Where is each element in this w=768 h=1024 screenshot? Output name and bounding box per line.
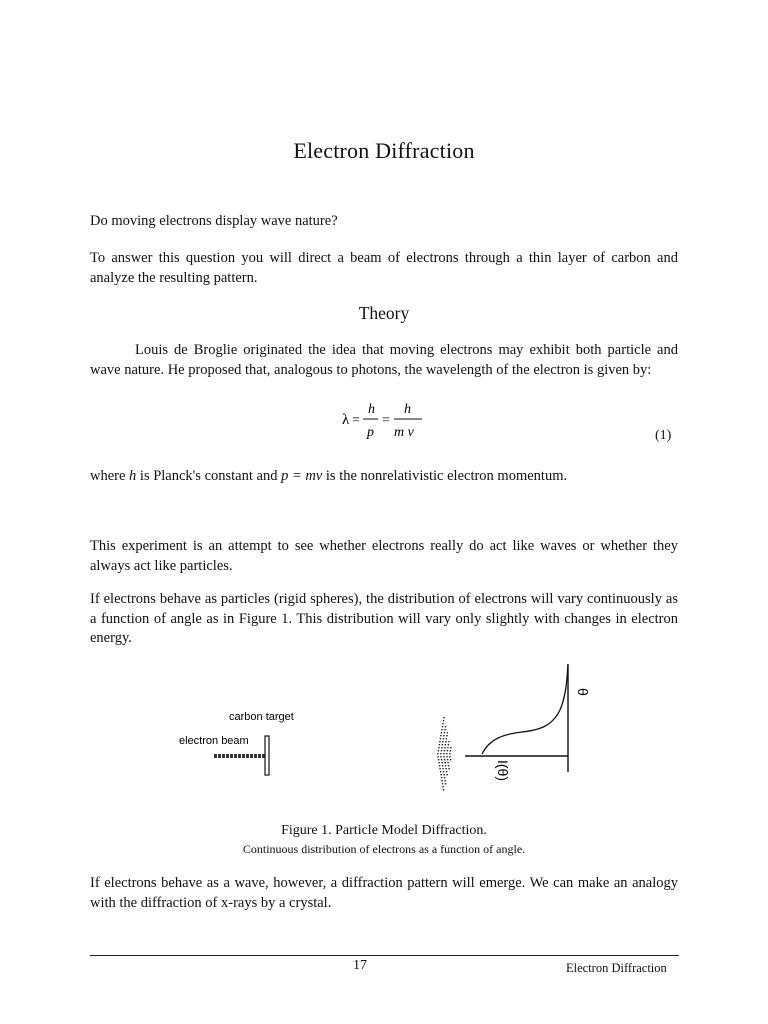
momentum-expression: p = mv — [281, 468, 323, 484]
equation-p-denominator: p — [367, 425, 374, 440]
running-title: Electron Diffraction — [566, 961, 667, 975]
scatter-dot — [439, 765, 440, 766]
scatter-dot — [448, 765, 449, 766]
scatter-dot — [440, 771, 441, 772]
scatter-dot — [442, 744, 443, 745]
particles-paragraph: If electrons behave as particles (rigid spheres), the distribution of electrons will vary continuously as a function of angle as in Figure 1. This distribution will vary only slightly with changes in electron energy. — [90, 591, 678, 646]
scatter-dot — [446, 771, 447, 772]
scatter-dot — [443, 753, 444, 754]
scatter-dot — [448, 768, 449, 769]
scatter-dot — [444, 759, 445, 760]
scatter-dot — [442, 783, 443, 784]
scatter-dot — [444, 732, 445, 733]
scatter-dot — [439, 768, 440, 769]
scatter-dot — [449, 756, 450, 757]
scatter-dot — [450, 747, 451, 748]
footer-rule — [90, 955, 679, 956]
scatter-dot — [445, 741, 446, 742]
scatter-dot — [443, 735, 444, 736]
intensity-label: I(θ) — [495, 760, 511, 781]
scatter-dot — [440, 738, 441, 739]
scatter-dot — [444, 762, 445, 763]
scatter-dot — [440, 735, 441, 736]
scatter-dot — [442, 768, 443, 769]
scatter-dot — [438, 747, 439, 748]
equation-equals-1: = — [352, 413, 360, 428]
scatter-dot — [445, 783, 446, 784]
scatter-dot — [445, 744, 446, 745]
equation-mv-denominator: m v — [394, 425, 414, 440]
scatter-dot — [446, 774, 447, 775]
scatter-dot — [447, 759, 448, 760]
scatter-dot — [441, 729, 442, 730]
where-text: where — [90, 468, 130, 484]
scatter-dot — [442, 741, 443, 742]
scatter-dot — [444, 747, 445, 748]
page-number: 17 — [353, 958, 367, 973]
scatter-dot — [440, 753, 441, 754]
equation-lambda: λ — [342, 412, 350, 428]
scatter-dot — [442, 765, 443, 766]
scatter-dot — [447, 762, 448, 763]
figure-caption: Figure 1. Particle Model Diffraction. — [281, 823, 487, 838]
equation-number: (1) — [655, 428, 672, 443]
scatter-dot — [443, 789, 444, 790]
scatter-dot — [441, 759, 442, 760]
scatter-dot — [447, 750, 448, 751]
scatter-dot — [438, 762, 439, 763]
scatter-dot — [444, 780, 445, 781]
theory-paragraph: Louis de Broglie originated the idea that moving electrons may exhibit both particle and wave nature. He proposed that, analogous to photons, the wavelength of the electron is given by: — [90, 342, 678, 378]
scatter-dot — [450, 750, 451, 751]
scatter-dots — [437, 717, 451, 790]
scatter-dot — [445, 765, 446, 766]
equation-h-numerator-2: h — [404, 402, 411, 417]
where-paragraph — [90, 467, 678, 487]
scatter-dot — [438, 750, 439, 751]
scatter-dot — [446, 735, 447, 736]
carbon-target-label: carbon target — [229, 711, 294, 723]
scatter-dot — [439, 741, 440, 742]
carbon-target-plate — [265, 736, 269, 775]
equation-equals-2: = — [382, 413, 390, 428]
scatter-dot — [441, 750, 442, 751]
question-paragraph: Do moving electrons display wave nature? — [90, 213, 338, 229]
scatter-dot — [443, 774, 444, 775]
equation-h-numerator-1: h — [368, 402, 375, 417]
scatter-dot — [445, 726, 446, 727]
scatter-dot — [446, 756, 447, 757]
de-broglie-equation — [330, 396, 440, 444]
scatter-dot — [439, 744, 440, 745]
where-mid-text: is Planck's constant and — [136, 468, 282, 484]
scatter-dot — [448, 741, 449, 742]
theta-label: θ — [575, 688, 591, 696]
scatter-dot — [437, 756, 438, 757]
scatter-dot — [446, 738, 447, 739]
where-end-text: is the nonrelativistic electron momentum. — [322, 468, 568, 484]
figure-subcaption: Continuous distribution of electrons as a function of angle. — [242, 842, 526, 856]
scatter-dot — [446, 753, 447, 754]
scatter-dot — [438, 759, 439, 760]
intensity-curve — [482, 664, 568, 754]
scatter-dot — [440, 774, 441, 775]
scatter-dot — [440, 756, 441, 757]
scatter-dot — [450, 759, 451, 760]
scatter-dot — [441, 732, 442, 733]
scatter-dot — [445, 768, 446, 769]
electron-beam-label: electron beam — [179, 735, 249, 747]
scatter-dot — [448, 744, 449, 745]
scatter-dot — [441, 777, 442, 778]
scatter-dot — [444, 750, 445, 751]
scatter-dot — [449, 753, 450, 754]
scatter-dot — [441, 780, 442, 781]
scatter-dot — [442, 786, 443, 787]
theory-heading: Theory — [358, 303, 410, 323]
scatter-dot — [444, 729, 445, 730]
scatter-dot — [443, 771, 444, 772]
scatter-dot — [447, 747, 448, 748]
wave-paragraph: If electrons behave as a wave, however, a diffraction pattern will emerge. We can make an analogy with the diffraction of x-rays by a crystal. — [90, 875, 678, 911]
intro-paragraph: To answer this question you will direct a beam of electrons through a thin layer of carbon and analyze the resulting pattern. — [90, 250, 678, 286]
scatter-dot — [443, 738, 444, 739]
scatter-dot — [441, 762, 442, 763]
scatter-dot — [443, 756, 444, 757]
scatter-dot — [442, 723, 443, 724]
scatter-dot — [441, 747, 442, 748]
figure-1-diagram — [0, 650, 768, 820]
page-title: Electron Diffraction — [293, 138, 475, 163]
scatter-dot — [443, 717, 444, 718]
experiment-paragraph: This experiment is an attempt to see whether electrons really do act like waves or whether they always act like particles. — [90, 538, 678, 574]
scatter-dot — [443, 720, 444, 721]
scatter-dot — [437, 753, 438, 754]
scatter-dot — [447, 732, 448, 733]
scatter-dot — [442, 726, 443, 727]
planck-symbol: h — [129, 468, 137, 484]
scatter-dot — [444, 777, 445, 778]
